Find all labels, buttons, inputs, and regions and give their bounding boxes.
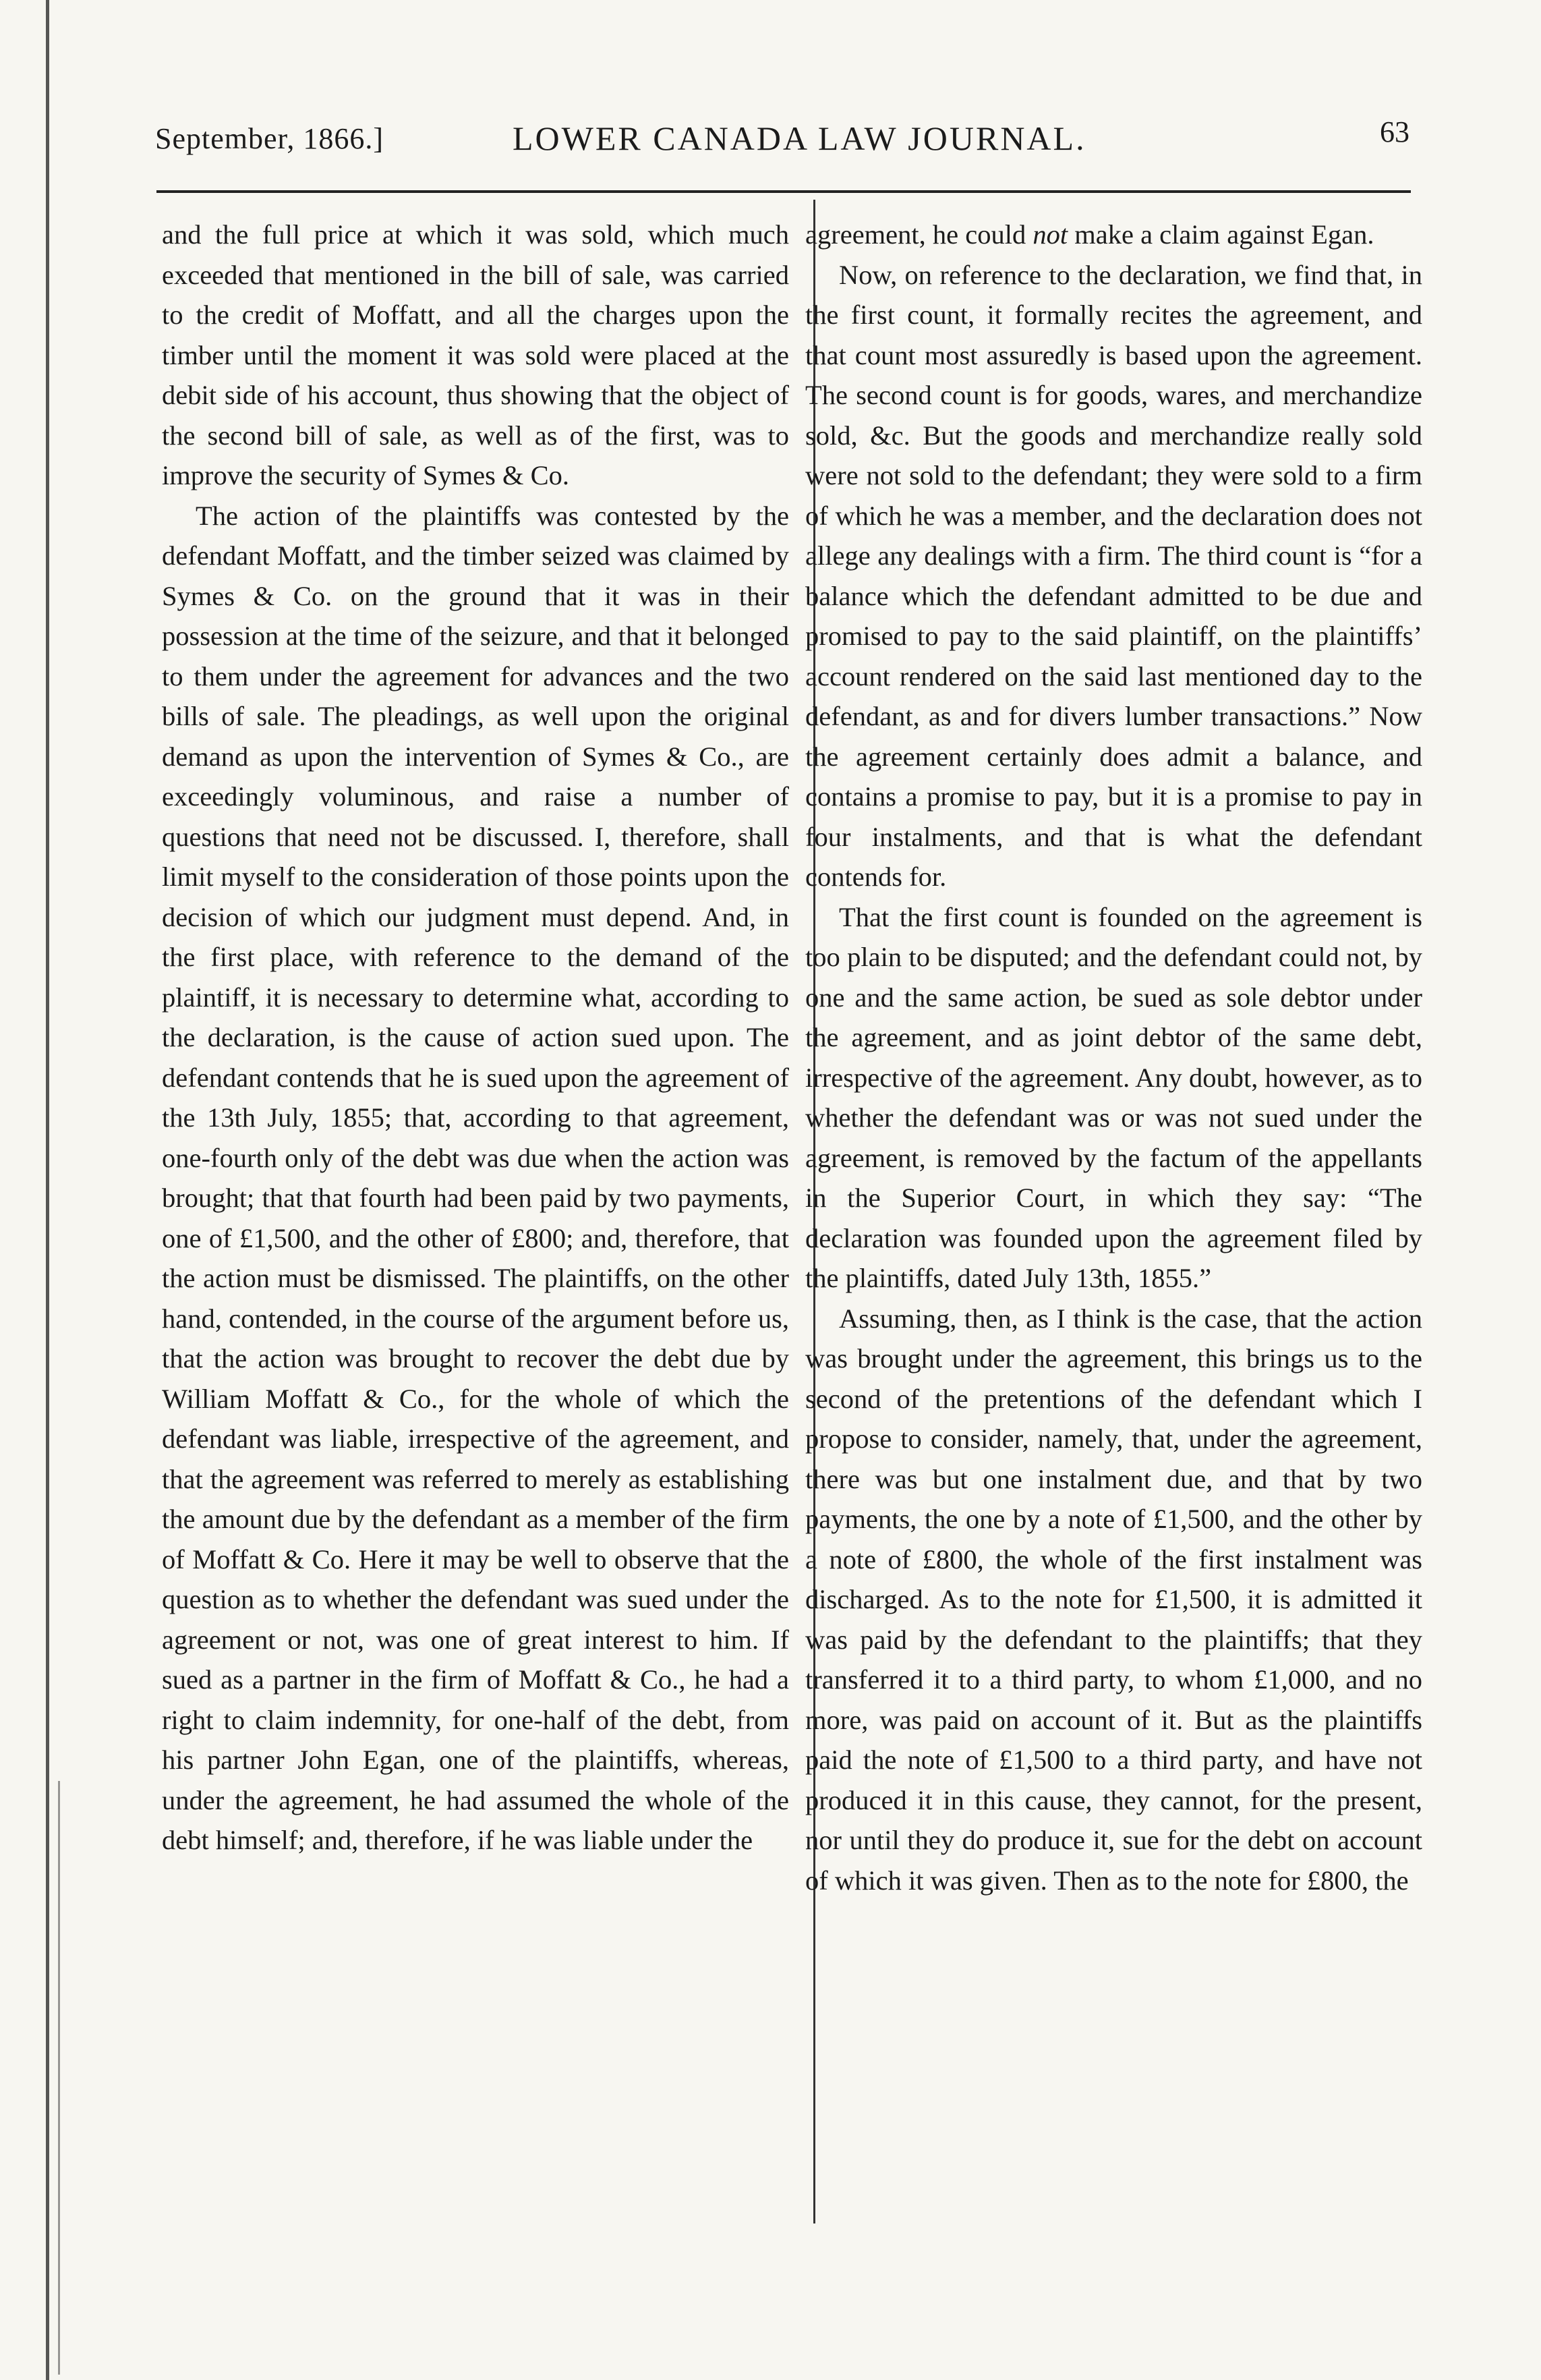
page-edge-line bbox=[46, 0, 49, 2380]
continuation-paragraph bbox=[805, 215, 1422, 255]
page-number: 63 bbox=[1380, 115, 1409, 148]
paragraph: and the full price at which it was sold, which much exceeded that mentioned in the bill of sale, was carried to the credit of Moffatt, and all the charges upon the timber until the moment it was sold were placed at the debit side of his account, thus showing that the object of the second bill of sale, as well as of the first, was to improve the security of Symes & Co. bbox=[162, 219, 789, 490]
paragraph: That the first count is founded on the agreement is too plain to be disputed; and the defendant could not, by one and the same action, be sued as sole debtor under the agreement, and as joint debtor of the same debt, irrespective of the agreement. Any doubt, however, as to whether the defendant was or was not sued under the agreement, is removed by the factum of the appellants in the Superior Court, in which they say: “The declaration was founded upon the agreement filed by the plaintiffs, dated July 13th, 1855.” bbox=[805, 901, 1422, 1293]
header-rule bbox=[156, 190, 1411, 193]
paragraph: Assuming, then, as I think is the case, that the action was brought under the agreement, this brings us to the second of the pretentions of the defendant which I propose to consider, namely, that, under the agreement, there was but one instalment due, and that by two payments, the one by a note of £1,500, and the other by a note of £800, the whole of the first instalment was discharged. As to the note for £1,500, it is admitted it was paid by the defendant to the plaintiffs; that they transferred it to a third party, to whom £1,000, and no more, was paid on account of it. But as the plaintiffs paid the note of £1,500 to a third party, and have not produced it in this cause, they cannot, for the present, nor until they do produce it, sue for the debt on account of which it was given. Then as to the note for £800, the bbox=[805, 1303, 1422, 1896]
emphasis-text: not bbox=[1033, 219, 1068, 250]
page-edge-line-secondary bbox=[58, 1781, 60, 2375]
left-column bbox=[162, 215, 789, 1861]
paragraph: Now, on reference to the declaration, we find that, in the first count, it formally recites the agreement, and that count most assuredly is based upon the agreement. The second count is for goods, wares, and merchandize sold, &c. But the goods and merchandize really sold were not sold to the defendant; they were sold to a firm of which he was a member, and the declaration does not allege any dealings with a firm. The third count is “for a balance which the defendant admitted to be due and promised to pay to the said plaintiff, on the plaintiffs’ account rendered on the said last mentioned day to the defendant, as and for divers lumber transactions.” Now the agreement certainly does admit a balance, and contains a promise to pay, but it is a promise to pay in four instalments, and that is what the defendant contends for. bbox=[805, 259, 1422, 892]
right-column bbox=[805, 215, 1422, 1900]
journal-title: LOWER CANADA LAW JOURNAL. bbox=[513, 119, 1086, 157]
continuation-text-end: make a claim against Egan. bbox=[1068, 219, 1374, 250]
continuation-text: agreement, he could bbox=[805, 219, 1033, 250]
paragraph: The action of the plaintiffs was contested by the defendant Moffatt, and the timber seized was claimed by Symes & Co. on the ground that it was in their possession at the time of the seizure, and that it belonged to them under the agreement for advances and the two bills of sale. The pleadings, as well upon the original demand as upon the intervention of Symes & Co., are exceedingly voluminous, and raise a number of questions that need not be discussed. I, therefore, shall limit myself to the consideration of those points upon the decision of which our judgment must depend. And, in the first place, with reference to the demand of the plaintiff, it is necessary to determine what, according to the declaration, is the cause of action sued upon. The defendant contends that he is sued upon the agreement of the 13th July, 1855; that, according to that agreement, one-fourth only of the debt was due when the action was brought; that that fourth had been paid by two payments, one of £1,500, and the other of £800; and, therefore, that the action must be dismissed. The plaintiffs, on the other hand, contended, in the course of the argument before us, that the action was brought to recover the debt due by William Moffatt & Co., for the whole of which the defendant was liable, irrespective of the agreement, and that the agreement was referred to merely as establishing the amount due by the defendant as a member of the firm of Moffatt & Co. Here it may be well to observe that the question as to whether the defendant was sued under the agreement or not, was one of great interest to him. If sued as a partner in the firm of Moffatt & Co., he had a right to claim indemnity, for one-half of the debt, from his partner John Egan, one of the plaintiffs, whereas, under the agreement, he had assumed the whole of the debt himself; and, therefore, if he was liable under the bbox=[162, 500, 789, 1855]
running-header bbox=[155, 108, 1409, 169]
header-date: September, 1866.] bbox=[155, 122, 384, 155]
